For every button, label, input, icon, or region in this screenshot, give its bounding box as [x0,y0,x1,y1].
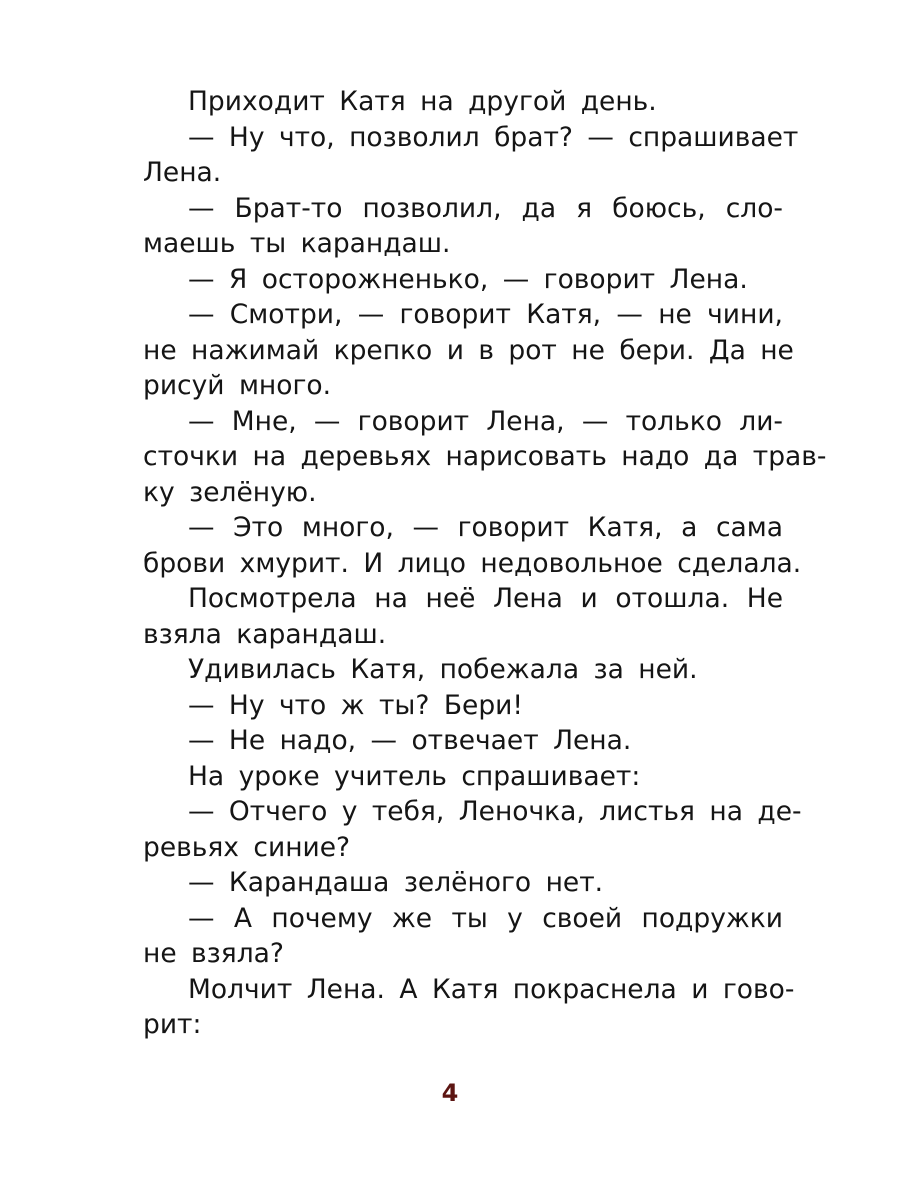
text-line: сточки на деревьях нарисовать надо да трав- [143,441,827,472]
text-line: Молчит Лена. А Катя покраснела и гово- [188,973,795,1005]
text-line: Приходит Катя на другой день. [188,86,657,117]
page-number: 4 [441,1079,459,1107]
text-line: Лена. [143,157,222,188]
text-line: не взяла? [143,938,284,969]
text-line: — Я осторожненько, — говорит Лена. [188,263,748,295]
text-line: — Ну что, позволил брат? — спрашивает [188,121,799,153]
text-line: — Карандаша зелёного нет. [188,867,604,898]
text-line: — Мне, — говорит Лена, — только ли- [188,405,783,437]
text-line: Посмотрела на неё Лена и отошла. Не [188,583,783,614]
text-line: рисуй много. [143,370,332,401]
text-line: взяла карандаш. [143,618,387,650]
text-line: — Брат-то позволил, да я боюсь, сло- [188,192,783,224]
text-line: На уроке учитель спрашивает: [188,760,641,792]
text-line: — Не надо, — отвечает Лена. [188,725,632,756]
text-line: не нажимай крепко и в рот не бери. Да не [143,334,794,366]
text-line: маешь ты карандаш. [143,228,451,259]
text-line: Удивилась Катя, побежала за ней. [188,654,698,685]
text-line: ку зелёную. [143,476,317,508]
text-line: рит: [143,1009,202,1040]
text-line: ревьях синие? [143,831,351,863]
text-line: — Отчего у тебя, Леночка, листья на де- [188,796,802,827]
text-line: — А почему же ты у своей подружки [188,902,783,934]
text-line: — Это много, — говорит Катя, а сама [188,512,783,543]
text-line: брови хмурит. И лицо недовольное сделала. [143,547,802,579]
text-line: — Ну что ж ты? Бери! [188,689,523,721]
story-text [143,84,827,1043]
text-line: — Смотри, — говорит Катя, — не чини, [188,299,783,330]
